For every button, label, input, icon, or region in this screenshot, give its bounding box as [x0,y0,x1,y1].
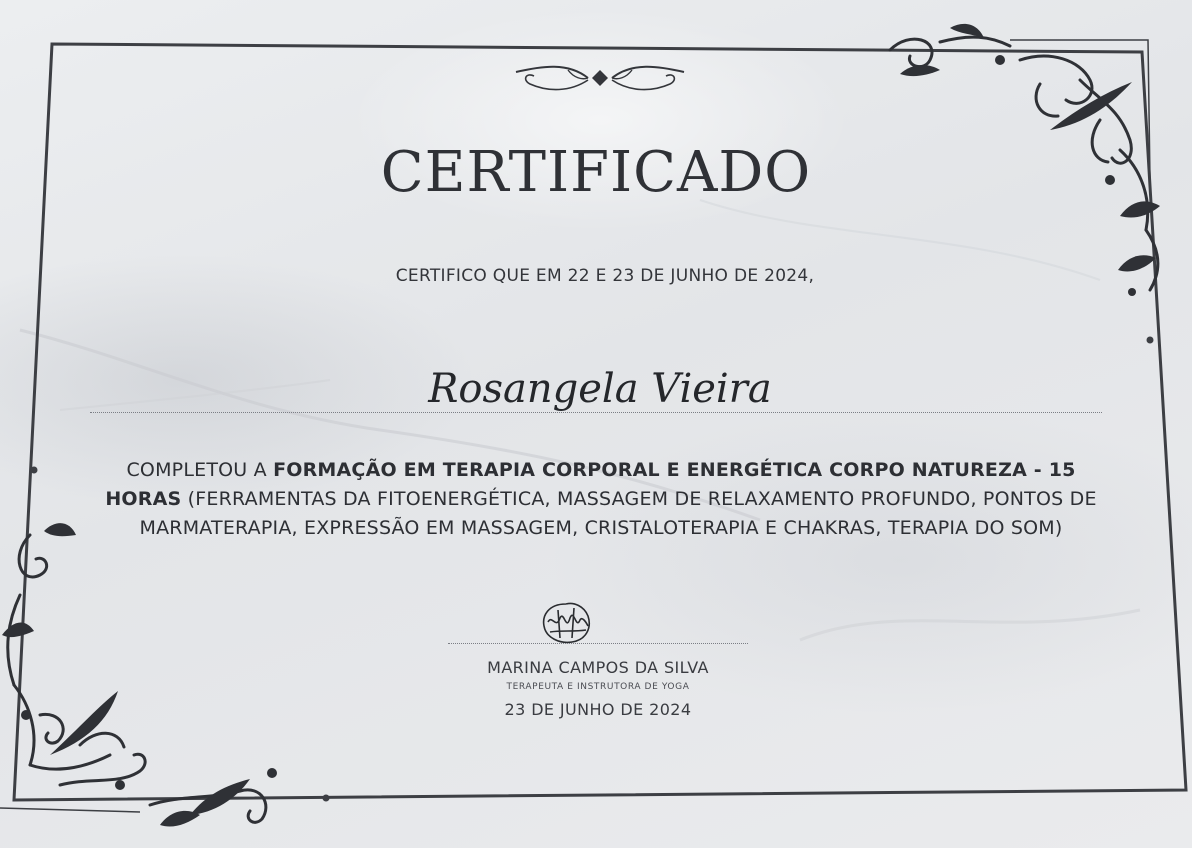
recipient-name-line [90,412,1102,413]
certificate-intro-text: CERTIFICO QUE EM 22 E 23 DE JUNHO DE 2024, [395,266,815,286]
top-flourish-ornament [508,58,692,98]
signer-role: TERAPEUTA E INSTRUTORA DE YOGA [506,682,690,692]
course-details: (FERRAMENTAS DA FITOENERGÉTICA, MASSAGEM DE RELAXAMENTO PROFUNDO, PONTOS DE MARMATERAPIA, EXPRESSÃO EM MASSAGEM, CRISTALOTERAPIA E CHAKRAS, TERAPIA DO SOM) [139,488,1097,539]
signer-signature [538,600,594,646]
course-title: FORMAÇÃO EM TERAPIA CORPORAL E ENERGÉTICA CORPO NATUREZA - 15 HORAS [105,459,1076,510]
course-description [96,456,1106,543]
signature-date: 23 DE JUNHO DE 2024 [504,700,692,719]
description-prefix: COMPLETOU A [126,459,274,481]
certificate-title: CERTIFICADO [380,140,812,205]
signer-name: MARINA CAMPOS DA SILVA [487,658,709,677]
signature-line [448,643,748,644]
recipient-name: Rosangela Vieira [428,366,772,412]
